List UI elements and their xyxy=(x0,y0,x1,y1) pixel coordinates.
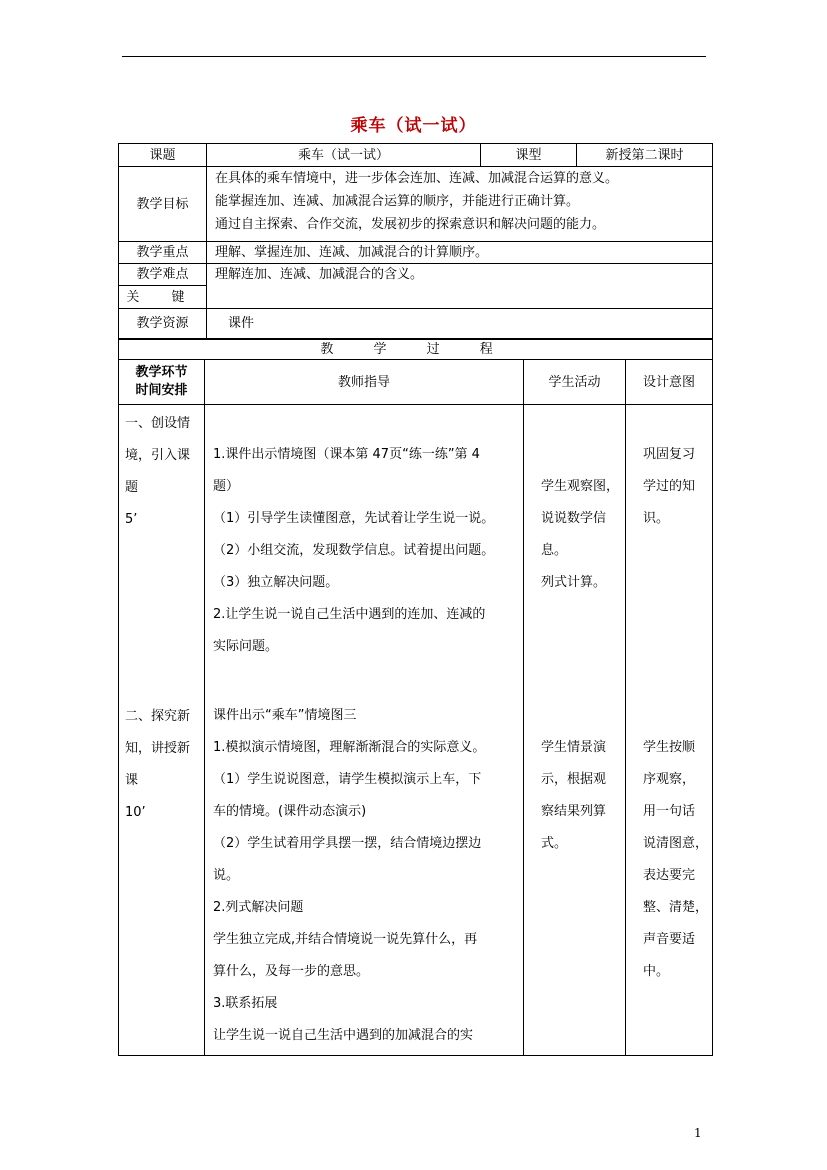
lesson-value: 乘车（试一试） xyxy=(207,144,481,167)
goal-item: 通过自主探索、合作交流，发展初步的探索意识和解决问题的能力。 xyxy=(215,217,606,232)
teacher-block: 1.课件出示情境图（课本第 47页“练一练”第 4 题） （1）引导学生读懂图意，先试着让学生说一说。 （2）小组交流，发现数学信息。试着提出问题。 （3）独立解决问题。 2.让学生说一说自己生活中遇到的连加、连减的 实际问题。 xyxy=(213,447,495,654)
student-cell xyxy=(524,405,626,1056)
page-title: 乘车（试一试） xyxy=(350,116,477,136)
design-header: 设计意图 xyxy=(626,360,713,405)
process-header-row xyxy=(119,360,713,405)
key-label: 关 键 xyxy=(119,286,207,309)
header-rule xyxy=(122,56,706,57)
difficulty-value: 理解连加、连减、加减混合的含义。 xyxy=(207,264,713,309)
design-block: 学生按顺 序观察， 用一句话 说清图意， 表达要完 整、清楚， 声音要适 中。 xyxy=(643,740,709,979)
teacher-block: 课件出示“乘车”情境图三 1.模拟演示情境图，理解渐渐混合的实际意义。 （1）学生说说图意，请学生模拟演示上车，下 车的情境。(课件动态演示) （2）学生试着用学具摆一摆，结合情境边摆边 说。 2.列式解决问题 学生独立完成,并结合情境说一说先算什么，再 算什么，及每一步的意思。 3.联系拓展 让学生说一说自己生活中遇到的加减混合的实 xyxy=(213,708,486,1043)
student-header: 学生活动 xyxy=(524,360,626,405)
stage-cell xyxy=(119,405,205,1056)
design-cell xyxy=(626,405,713,1056)
goals-row xyxy=(119,167,713,242)
goals-list xyxy=(207,167,713,242)
goal-item: 能掌握连加、连减、加减混合运算的顺序，并能进行正确计算。 xyxy=(215,194,580,209)
lesson-info-table xyxy=(118,143,713,339)
focus-label: 教学重点 xyxy=(119,242,207,264)
goals-label: 教学目标 xyxy=(119,167,207,242)
process-table xyxy=(118,339,713,1056)
type-value: 新授第二课时 xyxy=(577,144,713,167)
page-number: 1 xyxy=(694,1126,702,1140)
focus-row xyxy=(119,242,713,264)
process-title-row xyxy=(119,340,713,360)
type-label: 课型 xyxy=(481,144,577,167)
stage-block: 二、探究新 知，讲授新 课 10’ xyxy=(125,709,191,820)
resource-value: 课件 xyxy=(207,309,713,339)
student-block: 学生情景演 示，根据观 察结果列算 式。 xyxy=(541,740,607,851)
difficulty-row xyxy=(119,264,713,286)
resource-row xyxy=(119,309,713,339)
stage-block: 一、创设情 境，引入课 题 5’ xyxy=(125,416,191,527)
teacher-header: 教师指导 xyxy=(205,360,524,405)
design-block: 巩固复习 学过的知 识。 xyxy=(643,447,696,526)
lesson-row xyxy=(119,144,713,167)
lesson-label: 课题 xyxy=(119,144,207,167)
goal-item: 在具体的乘车情境中，进一步体会连加、连减、加减混合运算的意义。 xyxy=(215,171,619,186)
resource-label: 教学资源 xyxy=(119,309,207,339)
difficulty-label: 教学难点 xyxy=(119,264,207,286)
teacher-cell xyxy=(205,405,524,1056)
stage-header: 教学环节 时间安排 xyxy=(119,360,205,405)
process-body-row xyxy=(119,405,713,1056)
student-block: 学生观察图， 说说数学信 息。 列式计算。 xyxy=(541,479,620,590)
focus-value: 理解、掌握连加、连减、加减混合的计算顺序。 xyxy=(207,242,713,264)
process-title: 教 学 过 程 xyxy=(119,340,713,360)
